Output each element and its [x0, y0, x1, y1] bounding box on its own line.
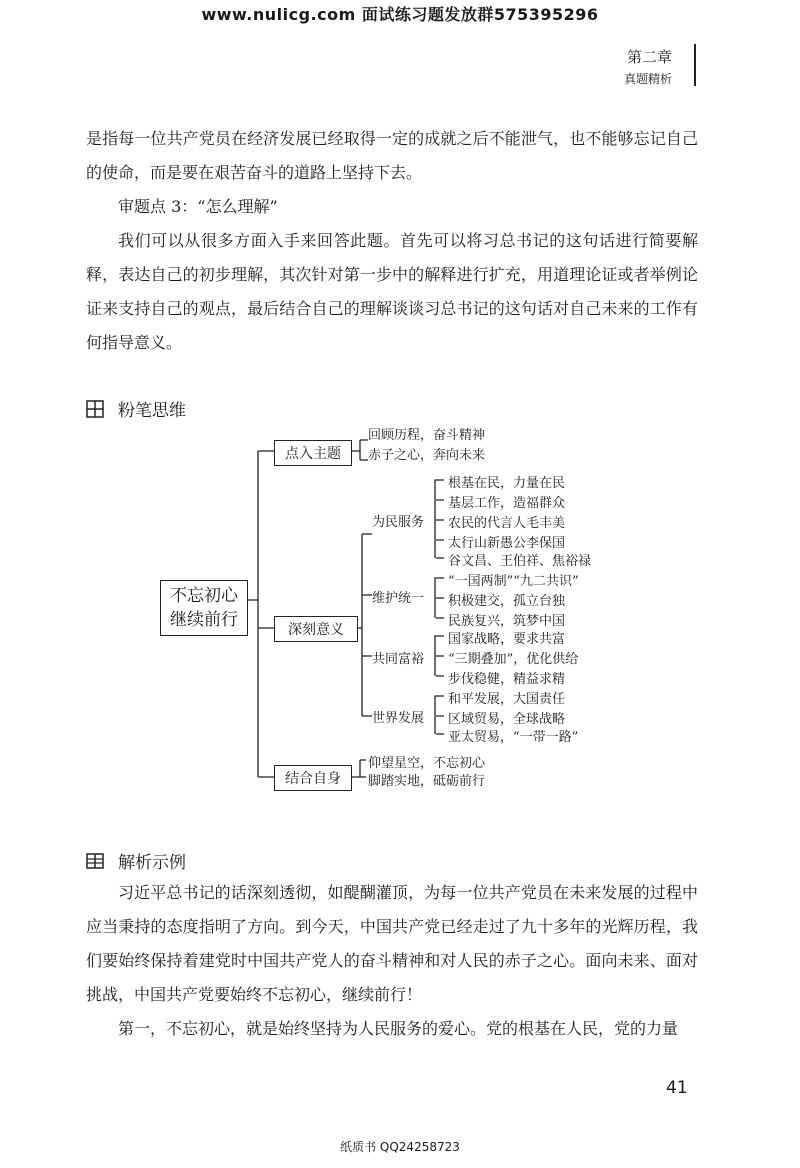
mindmap-leaf: 谷文昌、王伯祥、焦裕禄	[448, 554, 592, 569]
page-number: 41	[666, 1078, 688, 1098]
point-heading: 审题点 3：“怎么理解”	[118, 197, 278, 216]
mindmap-sub-branch: 世界发展	[372, 711, 425, 726]
mindmap-sub-branch: 维护统一	[372, 591, 425, 606]
chapter-subtitle: 真题精析	[623, 72, 672, 86]
mindmap-leaf: 农民的代言人毛丰美	[448, 516, 566, 531]
mindmap-branch: 点入主题	[274, 440, 352, 466]
mindmap-leaf: 亚太贸易，“一带一路”	[448, 730, 579, 745]
mindmap-leaf: “三期叠加”，优化供给	[448, 652, 579, 667]
mindmap-sub-branch: 共同富裕	[372, 652, 425, 667]
mindmap-leaf: 基层工作，造福群众	[448, 496, 566, 511]
analysis-paragraph: 第一，不忘初心，就是始终坚持为人民服务的爱心。党的根基在人民，党的力量	[118, 1019, 679, 1038]
analysis-section-heading	[86, 848, 186, 873]
mindmap-branch: 结合自身	[274, 765, 352, 791]
analysis-paragraph: 习近平总书记的话深刻透彻，如醍醐灌顶，为每一位共产党员在未来发展的过程中应当秉持的态度指明了方向。到今天，中国共产党已经走过了九十多年的光辉历程，我们要始终保持着建党时中国共产党人的奋斗精神和对人民的赤子之心。面向未来、面对挑战，中国共产党要始终不忘初心，继续前行！	[86, 883, 698, 1004]
mindmap-branch: 深刻意义	[274, 616, 358, 642]
mindmap-leaf: 积极建交，孤立台独	[448, 594, 566, 609]
intro-paragraph: 是指每一位共产党员在经济发展已经取得一定的成就之后不能泄气，也不能够忘记自己的使命，而是要在艰苦奋斗的道路上坚持下去。	[86, 129, 698, 182]
point-paragraph: 我们可以从很多方面入手来回答此题。首先可以将习总书记的这句话进行简要解释，表达自己的初步理解，其次针对第一步中的解释进行扩充，用道理论证或者举例论证来支持自己的观点，最后结合自己的理解谈谈习总书记的这句话对自己未来的工作有何指导意义。	[86, 231, 698, 352]
mindmap-leaf: 太行山新愚公李保国	[448, 536, 566, 551]
mindmap-leaf: “一国两制”“九二共识”	[448, 574, 579, 589]
mindmap-leaf: 赤子之心，奔向未来	[368, 448, 486, 463]
mindmap-leaf: 仰望星空，不忘初心	[368, 756, 486, 771]
mindmap-section-title: 粉笔思维	[118, 401, 186, 421]
mindmap-leaf: 国家战略，要求共富	[448, 632, 566, 647]
mindmap-root-line2: 继续前行	[170, 610, 238, 630]
mindmap-root	[160, 580, 248, 636]
mindmap-leaf: 回顾历程，奋斗精神	[368, 428, 486, 443]
mindmap-root-line1: 不忘初心	[170, 586, 238, 606]
mindmap-leaf: 根基在民，力量在民	[448, 476, 566, 491]
mindmap-leaf: 步伐稳健，精益求精	[448, 672, 566, 687]
mindmap-leaf: 脚踏实地，砥砺前行	[368, 774, 486, 789]
mindmap-leaf: 民族复兴，筑梦中国	[448, 614, 566, 629]
chapter-title: 第二章	[626, 48, 672, 66]
mindmap-sub-branch: 为民服务	[372, 515, 425, 530]
watermark-banner: www.nulicg.com 面试练习题发放群575395296	[201, 5, 599, 24]
analysis-section-title: 解析示例	[118, 853, 186, 873]
mindmap-leaf: 和平发展，大国责任	[448, 692, 566, 707]
analysis-icon	[86, 852, 104, 870]
footer-note: 纸质书 QQ24258723	[340, 1140, 460, 1154]
mindmap-leaf: 区域贸易，全球战略	[448, 712, 566, 727]
